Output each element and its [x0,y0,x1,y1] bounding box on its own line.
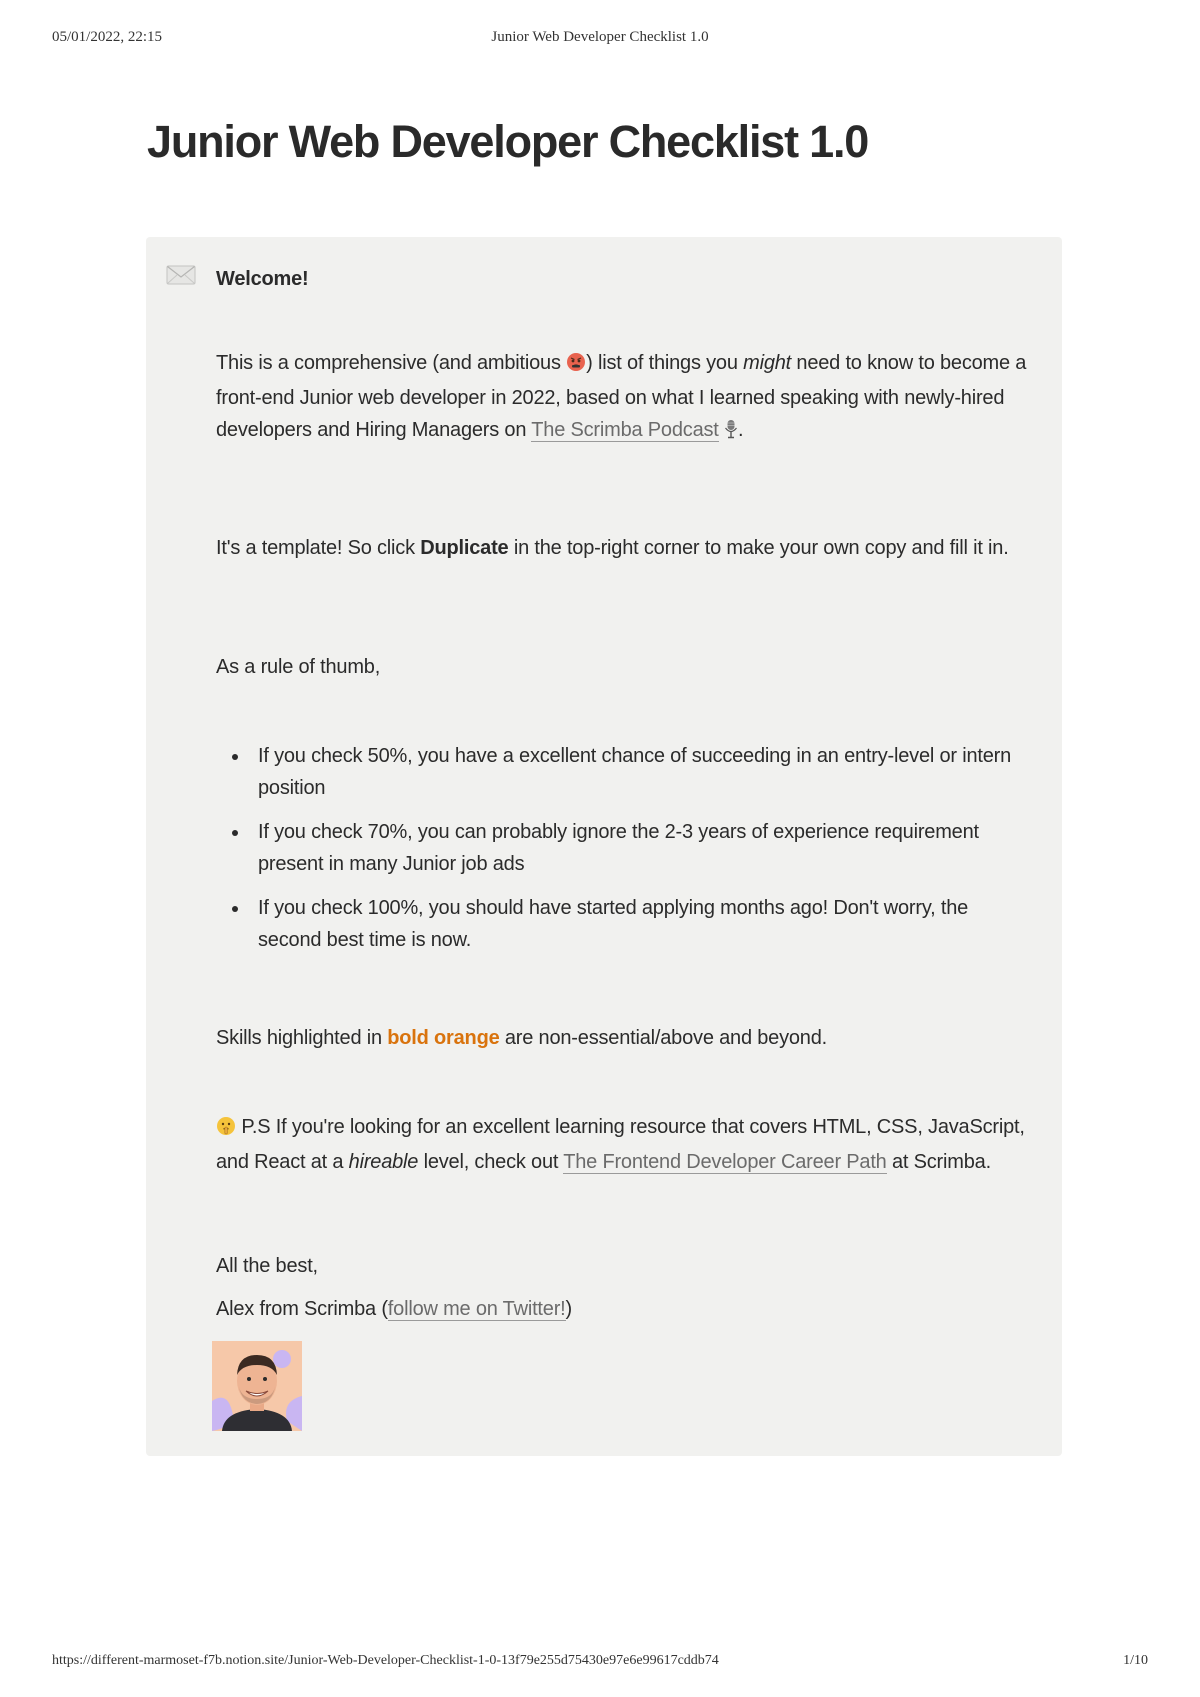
intro-text-d: need to know to become a front-end Junior web developer in 2022, based on what I learned speaking with newly-hired developers and Hiring Managers on [216,352,1027,441]
career-path-link[interactable]: The Frontend Developer Career Path [563,1151,887,1173]
ps-paragraph [216,1111,1036,1178]
angry-face-icon [566,350,586,382]
template-paragraph [216,532,1036,564]
avatar [212,1341,302,1431]
list-item [216,740,1036,804]
rules-list [216,740,1036,968]
intro-text-a: This is a comprehensive (and ambitious [216,352,567,374]
bullet-icon [232,830,238,836]
callout-heading: Welcome! [216,268,309,290]
intro-paragraph [216,347,1036,449]
signature-text-b: ) [565,1298,572,1320]
page-title: Junior Web Developer Checklist 1.0 [147,116,869,167]
highlight-paragraph [216,1022,1036,1054]
highlight-text-a: Skills highlighted in [216,1027,388,1049]
intro-text-e: . [738,419,744,441]
shushing-face-icon [216,1114,236,1146]
template-text-c: in the top-right corner to make your own copy and fill it in. [508,537,1009,559]
signoff: All the best, [216,1255,318,1277]
template-text-a: It's a template! So click [216,537,421,559]
list-item [216,816,1036,880]
rule-intro: As a rule of thumb, [216,656,381,678]
print-footer [52,1653,1148,1675]
intro-text-b: ) list of things you [586,352,744,374]
signature [216,1293,1036,1325]
ps-text-a: P.S If you're looking for an excellent learning resource that covers HTML, CSS, JavaScript, and React at a [216,1116,1025,1173]
print-doc-title: Junior Web Developer Checklist 1.0 [491,29,709,45]
bold-orange-text: bold orange [387,1027,500,1049]
rule-text: If you check 70%, you can probably ignore the 2-3 years of experience requirement present in many Junior job ads [258,821,979,875]
print-url: https://different-marmoset-f7b.notion.site/Junior-Web-Developer-Checklist-1-0-13f79e255d75430e97e6e99617cddb74 [52,1653,719,1668]
highlight-text-c: are non-essential/above and beyond. [499,1027,828,1049]
rule-text: If you check 50%, you have a excellent chance of succeeding in an entry-level or intern position [258,745,1012,799]
ps-text-c: level, check out [418,1151,564,1173]
rule-text: If you check 100%, you should have started applying months ago! Don't worry, the second best time is now. [258,897,969,951]
page-number: 1/10 [1123,1653,1148,1668]
twitter-link[interactable]: follow me on Twitter! [387,1298,566,1320]
duplicate-keyword: Duplicate [420,537,509,559]
bullet-icon [232,754,238,760]
ps-emphasis: hireable [348,1151,419,1173]
microphone-icon [724,417,738,449]
ps-text-d: at Scrimba. [886,1151,991,1173]
signature-text-a: Alex from Scrimba ( [216,1298,388,1320]
bullet-icon [232,906,238,912]
print-date: 05/01/2022, 22:15 [52,29,163,45]
scrimba-podcast-link[interactable]: The Scrimba Podcast [531,419,719,441]
intro-emphasis: might [743,352,792,374]
welcome-callout [146,237,1062,1456]
print-header [52,29,1148,51]
envelope-icon [166,265,196,285]
list-item [216,892,1036,956]
